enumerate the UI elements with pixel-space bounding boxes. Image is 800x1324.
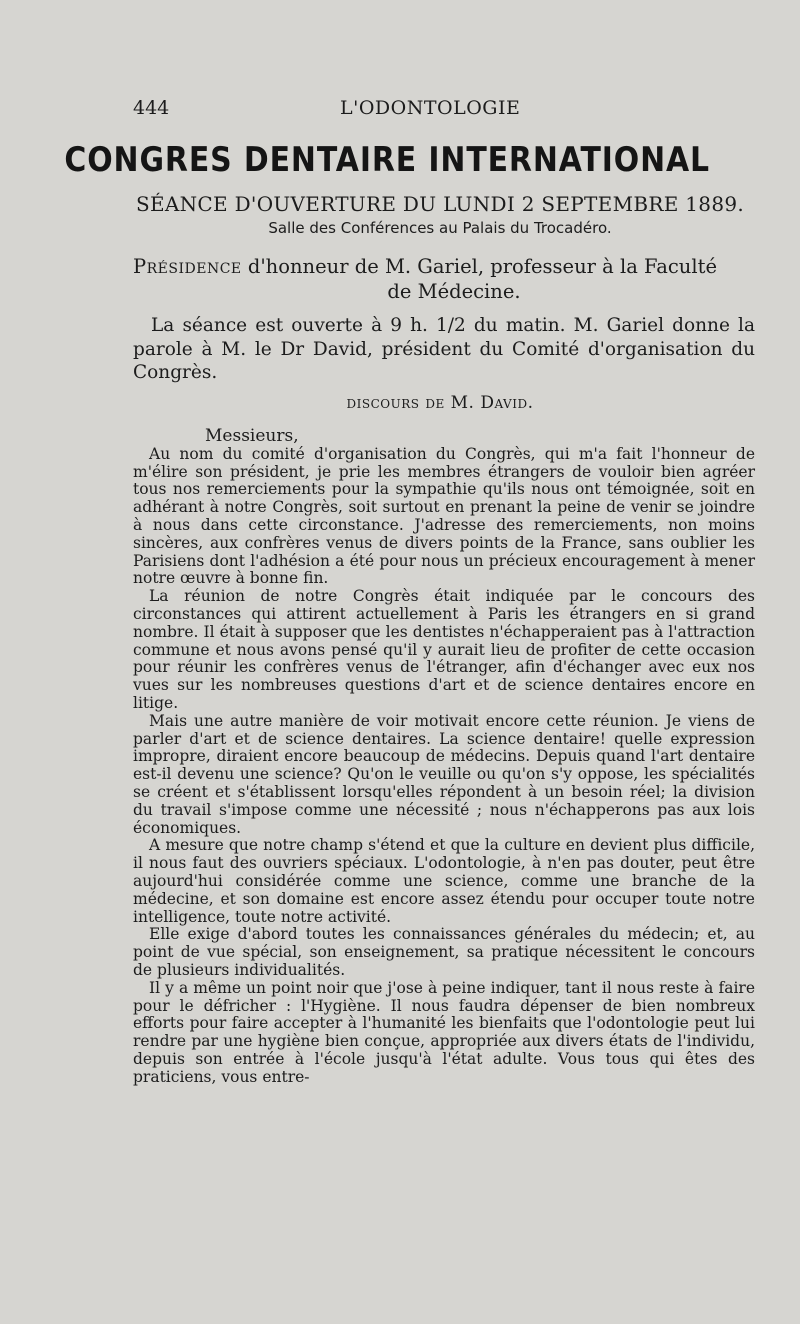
speech-heading-prefix: discours de M. [346, 393, 481, 413]
presidency-paragraph [133, 254, 755, 304]
speech-body [133, 428, 755, 1086]
paragraph: Au nom du comité d'organisation du Congrès, qui m'a fait l'honneur de m'élire son président, je prie les membres étrangers de vouloir bien agréer tous nos remerciements pour la sympathie qu'ils nous ont témoignée, soit en adhérant à notre Congrès, soit surtout en prenant la peine de venir se joindre à nous dans cette circonstance. J'adresse des remerciements, non moins sincères, aux confrères venus de divers points de la France, sans oublier les Parisiens dont l'adhésion a été pour nous un précieux encouragement à mener notre œuvre à bonne fin. [133, 444, 755, 588]
paragraph: Elle exige d'abord toutes les connaissances générales du médecin; et, au point de vue spécial, son enseignement, sa pratique nécessitent le concours de plusieurs individualités. [133, 925, 755, 979]
speech-heading [0, 393, 800, 413]
running-header [0, 97, 800, 123]
paragraph: La réunion de notre Congrès était indiquée par le concours des circonstances qui attirent actuellement à Paris les étrangers en si grand nombre. Il était à supposer que les dentistes n'échapperaient pas à l'attraction commune et nous avons pensé qu'il y aurait lieu de profiter de cette occasion pour réunir les confrères venus de l'étranger, afin d'échanger avec eux nos vues sur les nombreuses questions d'art et de science dentaires encore en litige. [133, 587, 755, 712]
article-title: CONGRES DENTAIRE INTERNATIONAL [64, 140, 710, 180]
paragraph: Mais une autre manière de voir motivait encore cette réunion. Je viens de parler d'art et de science dentaires. La science dentaire! quelle expression impropre, diraient encore beaucoup de médecins. Depuis quand l'art dentaire est-il devenu une science? Qu'on le veuille ou qu'on s'y oppose, les spécialités se créent et s'établissent lorsqu'elles répondent à un besoin réel; la division du travail s'impose comme une nécessité ; nous n'échapperons pas aux lois économiques. [133, 711, 755, 837]
salutation: Messieurs, [205, 426, 299, 446]
paragraph: A mesure que notre champ s'étend et que la culture en devient plus difficile, il nous faut des ouvriers spéciaux. L'odontologie, à n'en pas douter, peut être aujourd'hui considérée comme une science, comme une branche de la médecine, et son domaine est encore assez étendu pour occuper toute notre intelligence, toute notre activité. [133, 836, 755, 926]
opening-paragraph: La séance est ouverte à 9 h. 1/2 du matin. M. Gariel donne la parole à M. le Dr David, président du Comité d'organisation du Congrès. [133, 315, 755, 383]
speaker-name: David. [480, 393, 534, 413]
paragraph: Il y a même un point noir que j'ose à peine indiquer, tant il nous reste à faire pour le défricher : l'Hygiène. Il nous faudra dépenser de bien nombreux efforts pour faire accepter à l'humanité les bienfaits que l'odontologie peut lui rendre par une hygiène bien conçue, appropriée aux divers états de l'individu, depuis son entrée à l'école jusqu'à l'état adulte. Vous tous qui êtes des praticiens, vous entre- [133, 978, 755, 1086]
venue-line: Salle des Conférences au Palais du Trocadéro. [268, 219, 612, 237]
journal-title: L'ODONTOLOGIE [340, 97, 521, 119]
presidency-label: Présidence [133, 255, 242, 278]
presidency-line2: de Médecine. [387, 280, 521, 303]
page-number: 444 [133, 97, 170, 119]
session-subtitle: SÉANCE D'OUVERTURE DU LUNDI 2 SEPTEMBRE 1889. [135, 192, 745, 216]
presidency-text: d'honneur de M. Gariel, professeur à la Faculté [241, 255, 717, 278]
